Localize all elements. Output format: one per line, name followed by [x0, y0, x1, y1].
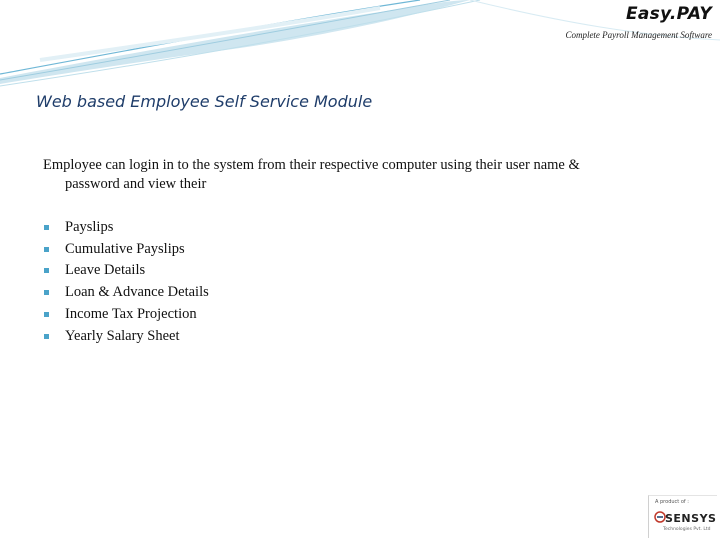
brand-name: Easy.PAY	[626, 4, 712, 24]
intro-line-2: password and view their	[65, 176, 207, 192]
list-item	[44, 260, 209, 282]
bullet-square-icon	[44, 290, 49, 295]
list-item	[44, 217, 209, 239]
list-item-label: Cumulative Payslips	[65, 240, 185, 257]
list-item-label: Leave Details	[65, 262, 146, 279]
list-item-label: Yearly Salary Sheet	[65, 327, 180, 344]
brand-block	[565, 4, 712, 40]
list-item-label: Payslips	[65, 219, 114, 235]
bullet-square-icon	[44, 334, 49, 339]
bullet-square-icon	[44, 312, 49, 317]
company-name: SENSYS	[665, 512, 717, 525]
company-logo	[648, 495, 717, 538]
list-item	[44, 304, 209, 326]
feature-list	[44, 217, 209, 347]
bullet-square-icon	[44, 268, 49, 273]
product-of-label: A product of :	[655, 499, 689, 505]
list-item	[44, 282, 209, 304]
slide-title: Web based Employee Self Service Module	[36, 92, 373, 111]
company-subtitle: Technologies Pvt. Ltd	[663, 527, 711, 532]
list-item-label: Loan & Advance Details	[65, 284, 209, 301]
bullet-square-icon	[44, 247, 49, 252]
brand-tagline: Complete Payroll Management Software	[565, 30, 712, 40]
list-item	[44, 326, 209, 348]
list-item	[44, 239, 209, 261]
intro-line-1: Employee can login in to the system from their respective computer using their user name &	[43, 157, 580, 173]
bullet-square-icon	[44, 225, 49, 230]
intro-paragraph	[43, 156, 653, 194]
list-item-label: Income Tax Projection	[65, 305, 197, 322]
